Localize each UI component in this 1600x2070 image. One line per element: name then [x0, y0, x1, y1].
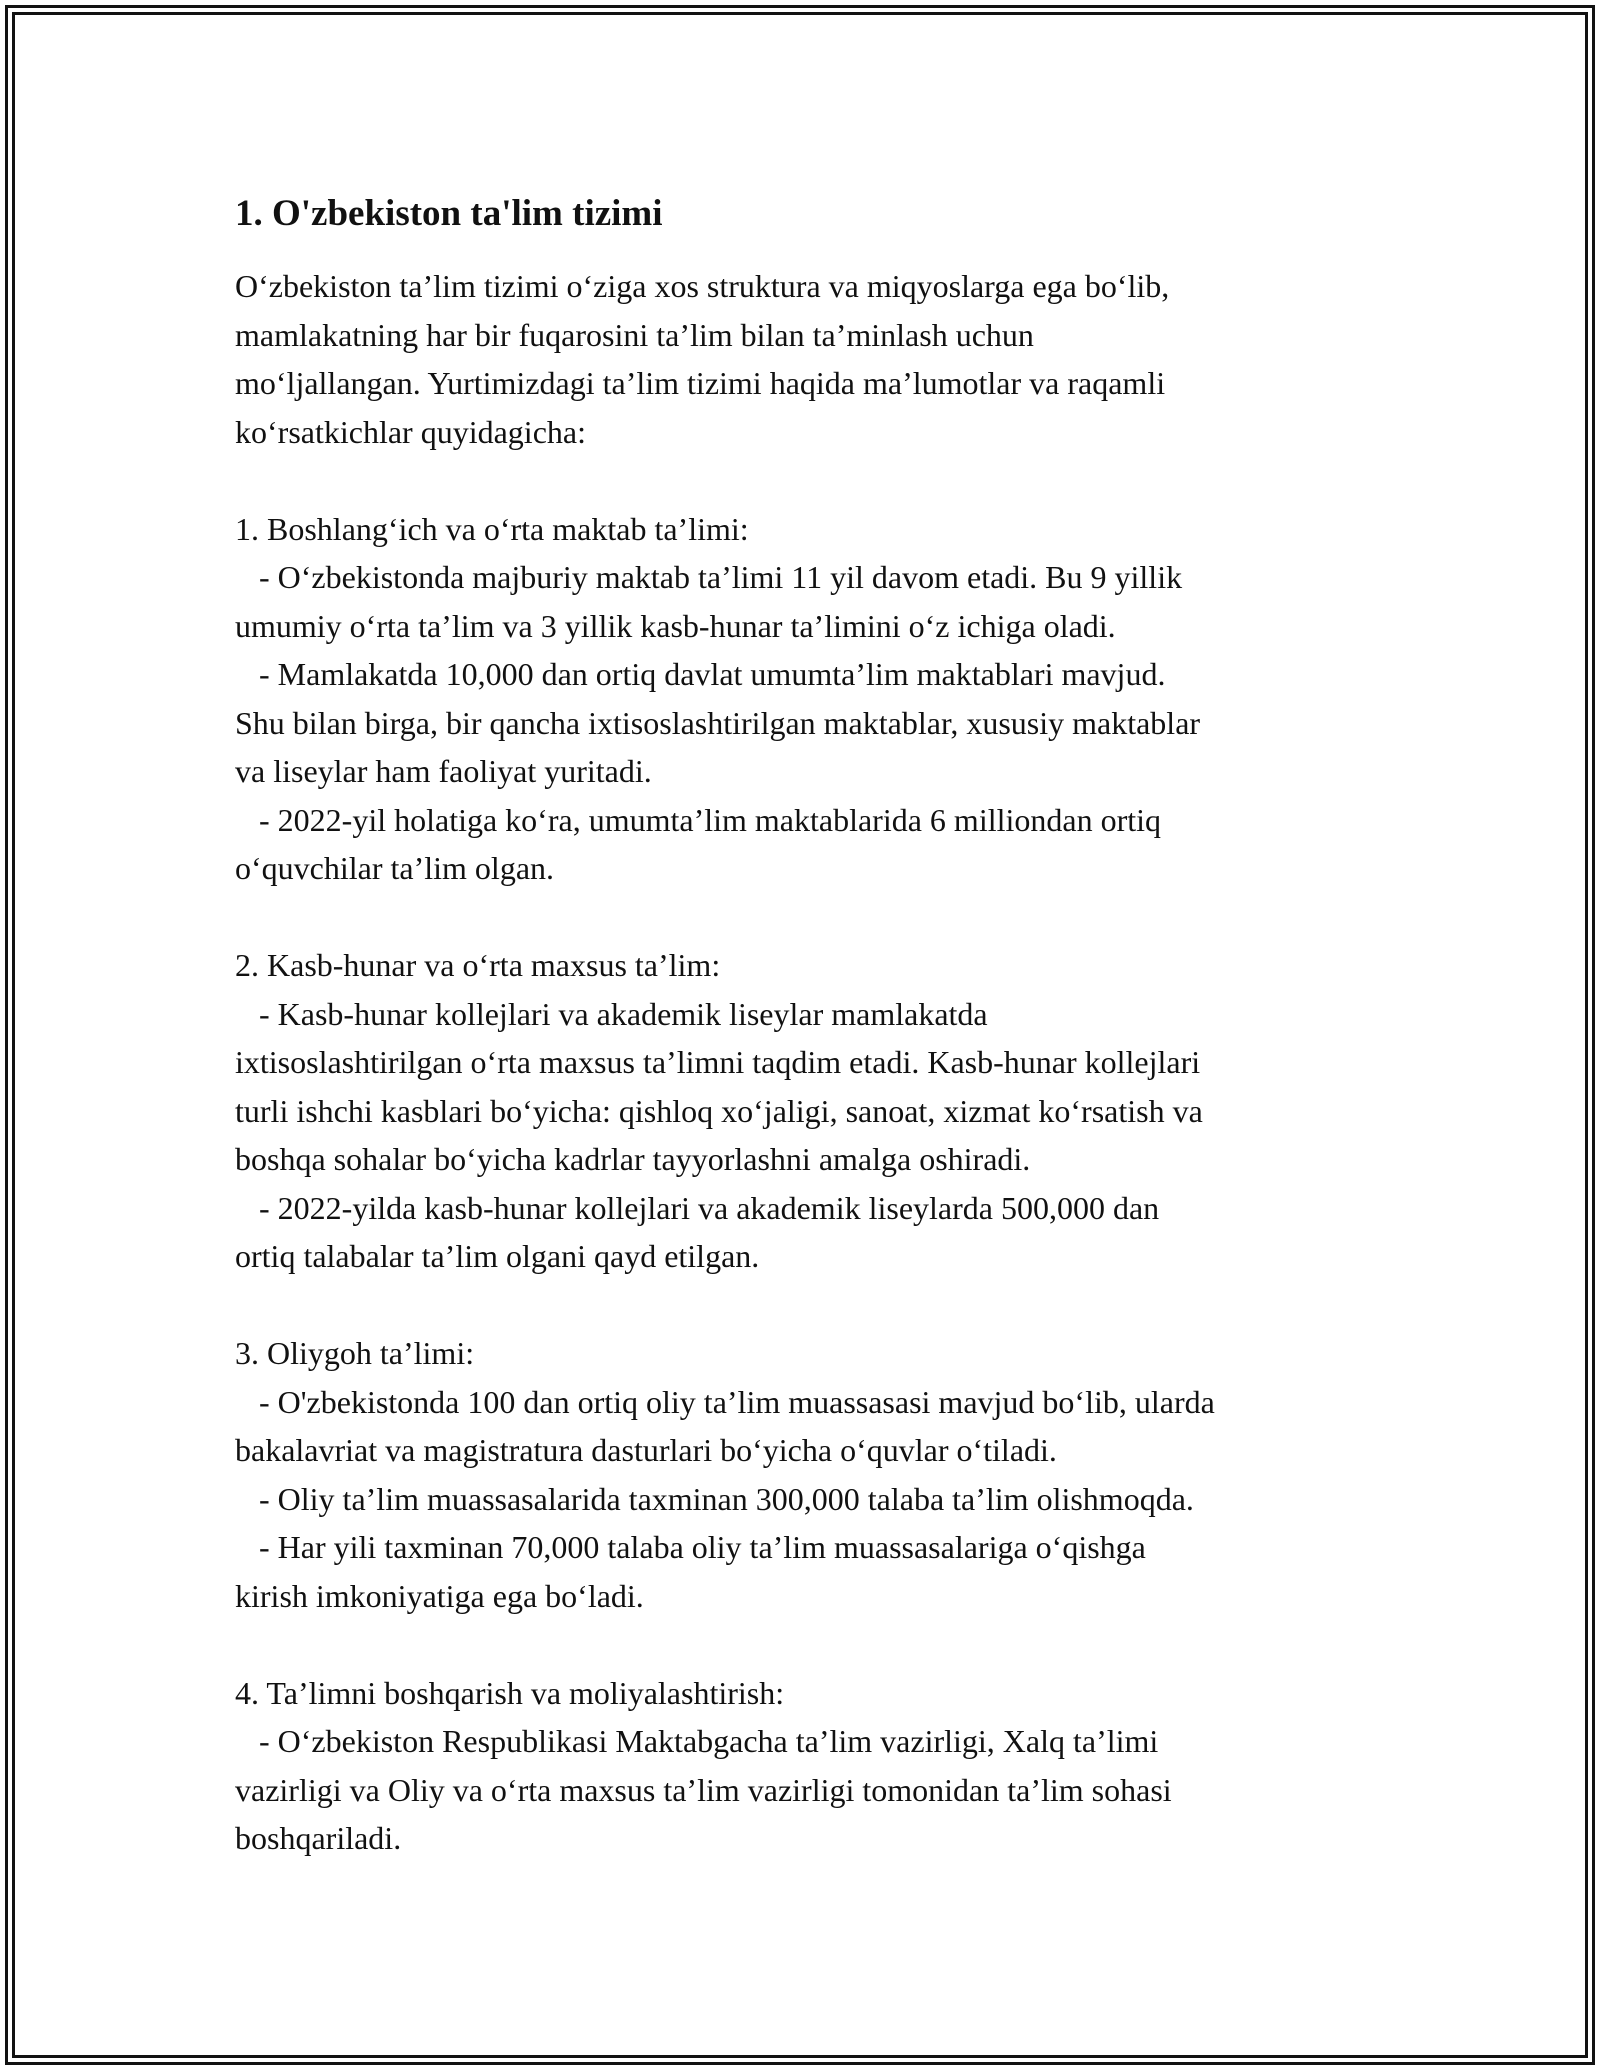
document-title: 1. O'zbekiston ta'lim tizimi	[235, 193, 663, 234]
document-body: O‘zbekiston ta’lim tizimi o‘ziga xos struktura va miqyoslarga ega bo‘lib, mamlakatning har bir fuqarosini ta’lim bilan ta’minlash uchun mo‘ljallangan. Yurtimizdagi ta’lim tizimi haqida ma’lumotlar va raqamli ko‘rsatkichlar quyidagicha: 1. Boshlang‘ich va o‘rta maktab ta’limi: - O‘zbekistonda majburiy maktab ta’limi 11 yil davom etadi. Bu 9 yillik umumiy o‘rta ta’lim va 3 yillik kasb-hunar ta’limini o‘z ichiga oladi. - Mamlakatda 10,000 dan ortiq davlat umumta’lim maktablari mavjud. Shu bilan birga, bir qancha ixtisoslashtirilgan maktablar, xususiy maktablar va liseylar ham faoliyat yuritadi. - 2022-yil holatiga ko‘ra, umumta’lim maktablarida 6 milliondan ortiq o‘quvchilar ta’lim olgan. 2. Kasb-hunar va o‘rta maxsus ta’lim: - Kasb-hunar kollejlari va akademik liseylar mamlakatda ixtisoslashtirilgan o‘rta maxsus ta’limni taqdim etadi. Kasb-hunar kollejlari turli ishchi kasblari bo‘yicha: qishloq xo‘jaligi, sanoat, xizmat ko‘rsatish va boshqa sohalar bo‘yicha kadrlar tayyorlashni amalga oshiradi. - 2022-yilda kasb-hunar kollejlari va akademik liseylarda 500,000 dan ortiq talabalar ta’lim olgani qayd etilgan. 3. Oliygoh ta’limi: - O'zbekistonda 100 dan ortiq oliy ta’lim muassasasi mavjud bo‘lib, ularda bakalavriat va magistratura dasturlari bo‘yicha o‘quvlar o‘tiladi. - Oliy ta’lim muassasalarida taxminan 300,000 talaba ta’lim olishmoqda. - Har yili taxminan 70,000 talaba oliy ta’lim muassasalariga o‘qishga kirish imkoniyatiga ega bo‘ladi. 4. Ta’limni boshqarish va moliyalashtirish: - O‘zbekiston Respublikasi Maktabgacha ta’lim vazirligi, Xalq ta’limi vazirligi va Oliy va o‘rta maxsus ta’lim vazirligi tomonidan ta’lim sohasi boshqariladi.	[235, 268, 1215, 1856]
document-content	[235, 190, 1385, 1863]
